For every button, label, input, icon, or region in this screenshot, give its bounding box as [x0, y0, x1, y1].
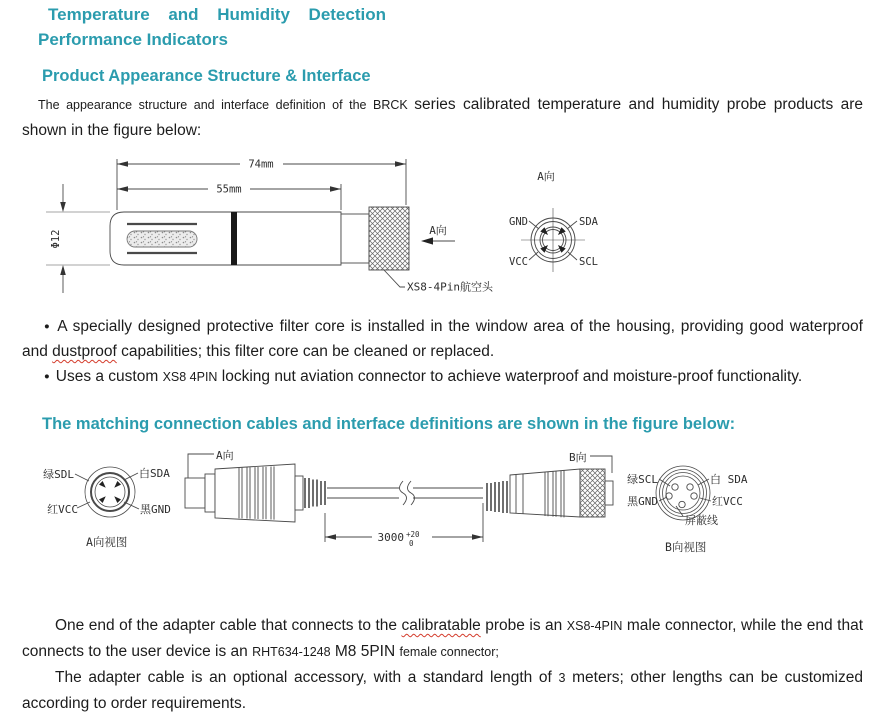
connector-face-a-view	[521, 208, 585, 272]
a-view-pin-green-sdl: 绿SDL	[43, 468, 74, 481]
cable-length-dimension	[325, 503, 483, 542]
fig1-connector-callout-label: XS8-4Pin航空头	[407, 280, 493, 294]
bullet1-run3: capabilities; this filter core can be cleaned or replaced.	[116, 343, 495, 360]
b-view-pin-black-gnd: 黑GND	[627, 495, 658, 508]
b-view-pin-red-vcc: 红VCC	[712, 495, 743, 508]
intro-run-small: The appearance structure and interface definition of the BRCK	[38, 98, 415, 112]
closing1-run1: One end of the adapter cable that connects to the	[55, 617, 402, 634]
b-view-shield-wire-label: 屏蔽线	[685, 514, 718, 527]
fig1-view-direction-arrow	[421, 237, 455, 244]
cable-length-value: 3000	[377, 531, 404, 544]
page-title-line2: Performance Indicators	[38, 30, 228, 49]
closing2-length-value: 3	[558, 671, 566, 685]
cable-a-view-face	[75, 467, 139, 517]
bullet-aviation-connector	[22, 364, 863, 390]
b-view-pin-white-sda: 白 SDA	[710, 473, 748, 486]
b-view-pin-green-scl: 绿SCL	[627, 473, 658, 486]
bullet-filter-core	[22, 314, 863, 364]
pin-label-scl: SCL	[579, 256, 598, 268]
closing1-run8: female connector;	[399, 645, 499, 659]
protective-filter-core	[127, 231, 197, 247]
a-view-pin-red-vcc: 红VCC	[47, 503, 78, 516]
fig1-dim-body-label: 55mm	[216, 183, 242, 196]
closing1-xs8-part: XS8-4PIN	[566, 619, 623, 633]
cable-break-symbol	[400, 481, 415, 505]
knurled-locking-nut	[369, 207, 409, 270]
bullet2-run1: Uses a custom	[55, 368, 163, 385]
intro-paragraph	[22, 92, 863, 143]
intro-run-large: series calibrated temperature and humidity probe products are shown in the figure below:	[22, 96, 863, 139]
probe-seal-ring	[231, 212, 237, 265]
b-view-caption: B向视图	[665, 540, 707, 554]
pin-label-vcc: VCC	[509, 256, 528, 268]
bullet-marker: ●	[44, 371, 50, 382]
fig1-dim-total-label: 74mm	[248, 158, 274, 171]
bullet-marker: ●	[44, 321, 52, 332]
closing2-run1: The adapter cable is an optional accessory, with a standard length of	[55, 669, 559, 686]
closing1-run3: probe is an	[480, 617, 567, 634]
section-heading-appearance: Product Appearance Structure & Interface	[42, 67, 371, 85]
cable-length-lower-tol: 0	[409, 539, 414, 548]
male-connector-left	[185, 464, 325, 522]
a-view-pin-black-gnd: 黑GND	[140, 503, 171, 516]
female-connector-right	[487, 469, 613, 517]
fig1-dim-diameter-label: Φ12	[50, 229, 62, 249]
pin-label-gnd: GND	[509, 216, 528, 228]
right-connector-knurl	[580, 469, 605, 517]
cable-length-paragraph	[22, 665, 863, 716]
closing-paragraphs	[22, 613, 863, 716]
probe-neck-cylinder	[341, 214, 369, 263]
closing1-rht-part: RHT634-1248	[252, 645, 331, 659]
bullet2-part-number: XS8 4PIN	[162, 370, 218, 384]
a-ref-label: A向	[216, 449, 234, 462]
section-heading-cables: The matching connection cables and interface definitions are shown in the figure below:	[42, 415, 736, 433]
figure-adapter-cable	[0, 443, 884, 568]
cable-length-upper-tol: +20	[406, 530, 420, 539]
page-title-line1: Temperature and Humidity Detection	[48, 5, 386, 24]
feature-bullets	[22, 314, 863, 390]
cable-line	[327, 481, 483, 505]
a-view-pin-white-sda: 白SDA	[139, 467, 170, 480]
closing2-run3: meters; other lengths can be customized according to order requirements.	[22, 669, 863, 712]
bullet1-misspelled-word: dustproof	[52, 343, 117, 360]
pin-label-sda: SDA	[579, 216, 598, 228]
fig1-callout-leader	[384, 270, 405, 287]
closing1-run7: M8 5PIN	[330, 643, 400, 660]
closing1-misspelled-word: calibratable	[401, 617, 481, 634]
fig1-view-arrow-label: A向	[429, 224, 447, 237]
bullet2-run3: locking nut aviation connector to achieve waterproof and moisture-proof functionality.	[217, 368, 803, 385]
a-view-caption: A向视图	[86, 535, 128, 549]
closing1-run5: male connector, while the end that connects to the user device is an	[22, 617, 864, 660]
figure-probe-structure	[0, 146, 884, 316]
bullet1-run1: A specially designed protective filter core is installed in the window area of the housing, providing good waterproof and	[22, 318, 863, 360]
fig1-view-title: A向	[537, 170, 555, 183]
adapter-cable-paragraph	[22, 613, 863, 665]
cable-b-view-face	[656, 466, 711, 520]
b-ref-label: B向	[569, 451, 587, 464]
